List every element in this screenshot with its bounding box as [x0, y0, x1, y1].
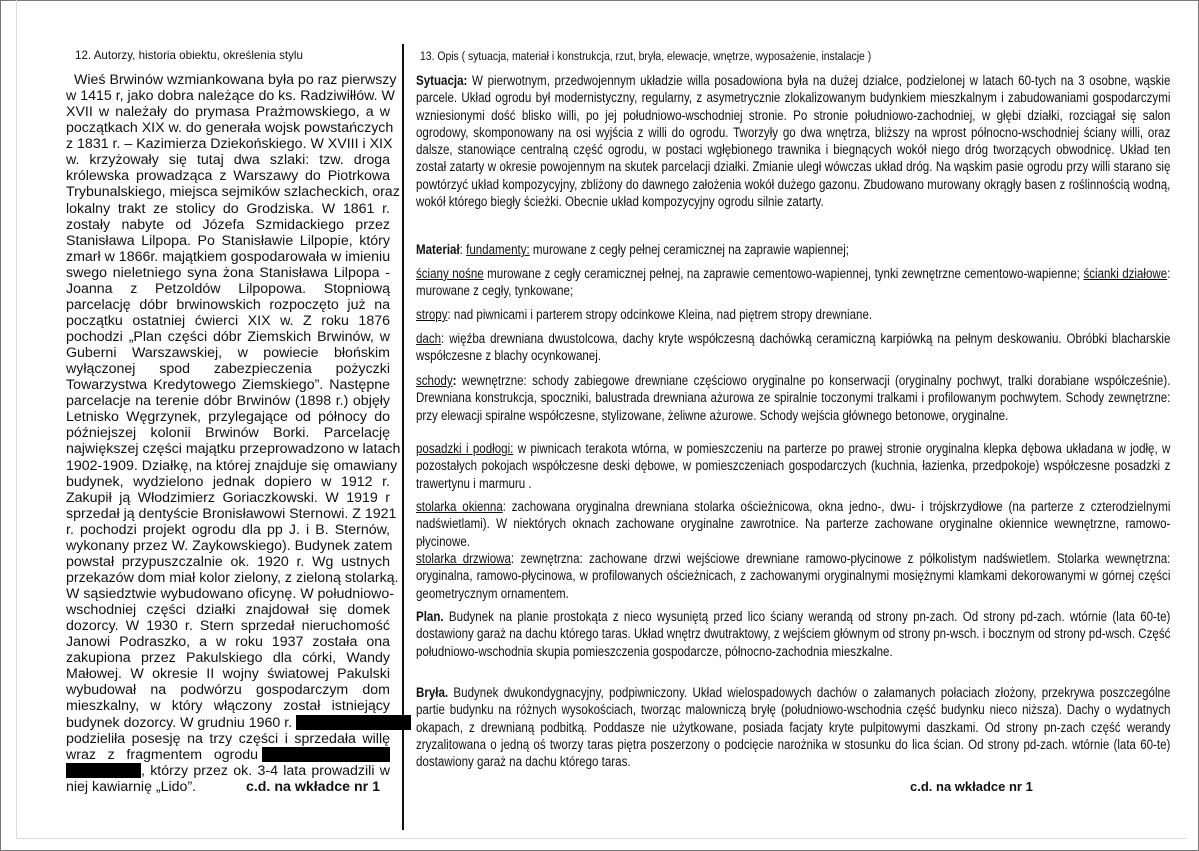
text-line — [66, 634, 390, 650]
line-text: W sąsiedztwie wybudowano oficynę. W południowo- — [66, 586, 395, 602]
paragraph-text: w piwnicach terakota wtórna, w pomieszczeniu na parterze po prawej stronie oryginalna klepka dębowa układana w jodłę, w pozostałych pokojach współczesne deski dębowe, w pomieszczeniach gospodarczych (kuchnia, łazienka, przedpokoje) współczesne posadzki z trawertynu i marmuru . — [416, 440, 1171, 491]
line-text: 1902-1909. Działkę, na której znajduje się omawiany — [66, 457, 398, 474]
line-text: r. pochodzi projekt ogrodu dla pp J. i B. Sternów, — [66, 521, 390, 538]
line-text: początku ostatniej ćwierci XIX w. Z roku 1876 — [66, 312, 390, 329]
section-13-heading: 13. Opis ( sytuacja, materiał i konstrukcja, rzut, bryła, elewacje, wnętrze, wyposażenie, instalacje ) — [420, 49, 872, 63]
line-text: Janowi Podraszko, a w roku 1937 została ona — [66, 634, 390, 651]
description-paragraph — [416, 372, 1170, 424]
line-text: Stanisława Lilpopa. Po Stanisławie Lilpopie, który — [66, 232, 390, 249]
text-line — [66, 297, 390, 313]
paragraph-text: wewnętrzne: schody zabiegowe drewniane częściowo oryginalne po konserwacji (oryginalny pochwyt, tralki dorabiane współcześnie). Drewniana konstrukcja, spoczniki, balustrada drewniana ażurowa ze spiralnie toczonymi tralkami i profilowanym pochwytem. Schody zewnętrzne: przy elewacji spiralne współczesne, stylizowane, żeliwne ażurowe. Schody wejścia głównego betonowe, oryginalne. — [416, 372, 1171, 423]
text-line — [66, 569, 399, 586]
underlined-label: posadzki i podłogi: — [416, 440, 514, 456]
text-line — [66, 233, 390, 249]
line-text: największej części majątku przeprowadzono w latach — [66, 441, 401, 458]
paragraph-text: W pierwotnym, przedwojennym układzie willa posadowiona była na dużej działce, podzielonej w latach 60-tych na 3 osobne, wąskie parcele. Układ ogrodu był modernistyczny, regularny, z asymetrycznie zlokalizowanym budynkiem mieszkalnym i zabudowaniami gospodarczymi wzniesionymi dość blisko willi, po jej południowo-wschodniej stronie. Po stronie południowo-zachodniej, w głębi działki, rozciągał się salon ogrodowy, skomponowany na osi wyjścia z willi do ogrodu. Tworzyły go dwa wnętrza, bliższy na wprost północno-wschodniej ściany willi, oraz dalsze, stanowiące centralną część ogrodu, w postaci wgłębionego trawnika i biegnących wokół niego dróg tworzących obwodnicę. Układ ten został zatarty w okresie powojennym na skutek parcelacji działki. Zmianie uległ wówczas układ dróg. Na wąskim pasie ogrodu przy willi starano się powtórzyć układ kompozycyjny, zbliżony do dawnego założenia wokół dużego gazonu. Zbudowano murowany okrągły basen z roślinnością wodną, wokół którego biegły ścieżki. Obecnie układ kompozycyjny ogrodu silnie zatarty. — [416, 72, 1171, 210]
description-paragraph — [416, 440, 1170, 492]
text-line — [66, 184, 400, 201]
line-text: swego nieletniego syna żona Stanisława Lilpopa - — [66, 264, 390, 281]
history-column — [66, 72, 401, 795]
text-line — [66, 602, 390, 618]
paragraph-text: Budynek dwukondygnacyjny, podpiwniczony. Układ wielospadowych dachów o załamanych połaciach złożony, przekrywa poszczególne partie budynku na różnych wysokościach, tworząc malowniczą bryłę (południowo-wschodnia część budynku nieco niższa). Dachy o wydatnych okapach, z drewnianą podbitką. Poddasze nie użytkowane, posiada facjaty kryte pulpitowymi daszkami. Od strony pn-zach część werandy zryzalitowana o jedną oś tworzy taras piętra poszerzony o podcięcie narożnika w stosunku do lica ścian. Od strony pd-zach. wtórnie (lata 60-te) dostawiony garaż na dachu którego taras. — [416, 684, 1171, 770]
text-line — [66, 731, 390, 747]
paragraph-text: : — [459, 241, 467, 257]
text-line — [66, 763, 390, 779]
underlined-label: stropy — [416, 306, 448, 322]
line-text: wybudował na podwórzu gospodarczym dom — [66, 682, 390, 699]
line-text: Trybunalskiego, miejsca sejmików szlacheckich, oraz — [66, 184, 400, 201]
paragraph-text: : zewnętrzna: zachowane drzwi wejściowe drewniane ramowo-płycinowe z półkolistym nadświetlem. Stolarka wewnętrzna: oryginalna, ramowo-płycinowa, w profilowanych ościeżnicach, z zachowanymi oryginalnymi mosiężnymi klamkami dekorowanymi w górnej części geometrycznym ornamentem. — [416, 550, 1171, 601]
continued-note: c.d. na wkładce nr 1 — [245, 778, 380, 795]
text-line — [66, 425, 390, 441]
section-12-heading: 12. Autorzy, historia obiektu, określenia stylu — [75, 49, 303, 62]
text-line — [66, 168, 390, 184]
line-text: w. krzyżowały się tutaj dwa szlaki: tzw. droga — [66, 152, 390, 169]
line-text: z 1831 r. – Kazimierza Dziekońskiego. W XVIII i XIX — [66, 136, 393, 153]
text-line — [66, 329, 390, 345]
redaction-box — [66, 763, 141, 778]
redaction-box — [262, 747, 390, 762]
text-line — [66, 457, 398, 474]
text-line — [66, 345, 390, 361]
text-line — [66, 72, 397, 88]
bold-label: Plan. — [416, 608, 444, 624]
line-text: parcelację dóbr brwinowskich rozpoczęto już na — [66, 296, 390, 313]
paragraph-text: : nad piwnicami i parterem stropy odcinkowe Kleina, nad piętrem stropy drewniane. — [447, 306, 873, 322]
line-text: budynek, wydzielono jednak dopiero w 1912 r. — [66, 473, 390, 490]
line-text: parcelacje na terenie dóbr Brwinów (1898 r.) objęły — [66, 393, 390, 410]
underlined-label: stolarka okienna — [416, 498, 503, 514]
description-paragraph — [416, 498, 1170, 550]
line-text: królewska prowadząca z Warszawy do Piotrkowa — [66, 168, 390, 185]
bold-label: Sytuacja: — [416, 72, 468, 88]
underlined-label: fundamenty: — [466, 241, 530, 257]
text-line — [66, 650, 390, 666]
text-line — [66, 361, 390, 377]
line-text: zakupiona przez Pakulskiego dla córki, Wandy — [66, 650, 390, 667]
text-line — [66, 779, 390, 795]
line-text: podzieliła posesję na trzy części i sprzedała willę — [66, 730, 390, 747]
line-text: mieszkalny, w który włączony został istniejący — [66, 698, 390, 715]
line-text: budynek dozorcy. W grudniu 1960 r. — [66, 714, 293, 731]
line-text: Guberni Warszawskiej, w powiecie błońskim — [66, 345, 390, 362]
line-text: powstał przypuszczalnie ok. 1920 r. Wg ustnych — [66, 553, 390, 570]
line-text: Zakupił ją Włodzimierz Goriaczkowski. W 1919 r — [66, 489, 390, 506]
text-line — [66, 537, 393, 554]
description-paragraph — [416, 306, 1170, 323]
line-text: Małowej. W okresie II wojny światowej Pakulski — [66, 666, 390, 683]
description-paragraph — [416, 241, 1170, 258]
line-text: Joanna z Petzoldów Lilpopowa. Stopniową — [66, 280, 390, 297]
underlined-label: ścianki działowe — [1083, 265, 1168, 281]
text-line — [66, 715, 390, 731]
text-line — [66, 698, 390, 714]
text-line — [66, 474, 390, 490]
text-line — [66, 136, 393, 153]
line-text: wykonany przez W. Zaykowskiego). Budynek zatem — [66, 537, 393, 554]
description-paragraph — [416, 684, 1170, 770]
text-line — [66, 586, 395, 602]
paragraph-text: murowane z cegły pełnej ceramicznej na zaprawie wapiennej; — [529, 241, 849, 257]
line-text: Towarzystwa Kredytowego Ziemskiego”. Następne — [66, 377, 390, 394]
text-line — [66, 152, 390, 168]
bold-label: : — [452, 372, 457, 388]
line-text: późniejszej kolonii Brwinów Borki. Parcelację — [66, 425, 390, 442]
paragraph-text: murowane z cegły ceramicznej pełnej, na zaprawie cementowo-wapiennej, tynki zewnętrzne cementowo-wapienne; — [483, 265, 1084, 281]
paragraph-text: : murowane z cegły, tynkowane; — [416, 265, 1171, 299]
text-line — [66, 618, 390, 634]
text-line — [66, 217, 390, 233]
line-text: pochodzi „Plan części dóbr Ziemskich Brwinów, w — [66, 329, 390, 345]
underlined-label: schody — [416, 372, 453, 388]
text-line — [66, 747, 390, 763]
line-text: w 1415 r, jako dobra należące do ks. Radziwiłłów. W — [66, 88, 395, 105]
underlined-label: stolarka drzwiowa — [416, 550, 511, 566]
line-text: zmarł w 1866r. majątkiem gospodarowała w imieniu — [66, 248, 391, 265]
line-text: Wieś Brwinów wzmiankowana była po raz pierwszy — [74, 72, 397, 88]
paragraph-text: Budynek na planie prostokąta z nieco wysuniętą przed lico ściany werandą od strony pn-zach. Od strony pd-zach. wtórnie (lata 60-te) dostawiony garaż na dachu którego taras. Układ wnętrz dwutraktowy, z wejściem głównym od strony pn-wsch. i bocznym od strony pd-wsch. Część południowo-wschodnia skupia pomieszczenia gospodarcze, północno-zachodnia mieszkalne. — [416, 608, 1171, 659]
text-line — [66, 313, 390, 329]
text-line — [66, 265, 390, 281]
line-text: dozorcy. W 1930 r. Stern sprzedał nieruchomość — [66, 618, 390, 635]
description-paragraph — [416, 72, 1170, 210]
line-text: przekazów dom miał kolor zielony, z zieloną stolarką. — [66, 569, 399, 586]
redaction-box — [296, 715, 411, 730]
line-text: lokalny trakt ze stolicy do Grodziska. W 1861 r. — [66, 200, 390, 217]
text-line — [66, 682, 390, 698]
line-text: wraz z fragmentem ogrodu — [66, 746, 258, 763]
line-text: początkach XIX w. do generała wojsk powstańczych — [66, 120, 394, 137]
text-line — [66, 490, 390, 506]
paragraph-text: : więźba drewniana dwustolcowa, dachy kryte współczesną dachówką ceramiczną karpiówką na pełnym deskowaniu. Obróbki blacharskie współczesne z blachy ocynkowanej. — [416, 330, 1171, 364]
underlined-label: dach — [416, 330, 442, 346]
bold-label: Bryła. — [416, 684, 449, 700]
line-text: zostały nabyte od Józefa Szmidackiego przez — [66, 216, 390, 233]
text-line — [66, 281, 390, 297]
description-paragraph — [416, 330, 1170, 365]
text-line — [66, 409, 390, 425]
description-paragraph — [416, 265, 1170, 300]
text-line — [66, 441, 401, 458]
text-line — [66, 505, 397, 522]
text-line — [66, 201, 390, 217]
underlined-label: ściany nośne — [416, 265, 484, 281]
text-line — [66, 120, 394, 137]
paragraph-text: : zachowana oryginalna drewniana stolarka ościeżnicowa, okna jedno-, dwu- i trójskrzydłowe (na parterze z czterodzielnymi nadświetlami). W niektórych oknach zachowane oryginalne zawrotnice. Na parterze zachowane oryginalne okiennice wewnętrzne, ramowo-płycinowe. — [416, 498, 1171, 549]
description-paragraph — [416, 550, 1170, 602]
line-text: sprzedał ją dentyście Bronisławowi Sternowi. Z 1921 — [66, 505, 397, 522]
line-text: , którzy przez ok. 3-4 lata prowadzili w — [141, 762, 390, 779]
text-line — [66, 666, 390, 682]
continued-note: c.d. na wkładce nr 1 — [910, 779, 1033, 794]
line-text: wschodniej części działki znajdował się domek — [66, 602, 390, 619]
text-line — [66, 522, 390, 538]
text-line — [66, 393, 390, 409]
line-text: XVII w należały do prymasa Prażmowskiego, a w — [66, 104, 390, 121]
text-line — [66, 104, 390, 120]
description-paragraph — [416, 608, 1170, 660]
text-line — [66, 249, 390, 265]
line-text: niej kawiarnię „Lido”. — [66, 778, 197, 795]
text-line — [66, 377, 390, 393]
column-divider — [402, 44, 404, 830]
text-line — [66, 88, 395, 105]
line-text: wyłączonej spod zabezpieczenia pożyczki — [66, 361, 390, 378]
text-line — [66, 554, 390, 570]
bold-label: Materiał — [416, 241, 460, 257]
line-text: Letnisko Węgrzynek, przylegające od północy do — [66, 409, 390, 426]
